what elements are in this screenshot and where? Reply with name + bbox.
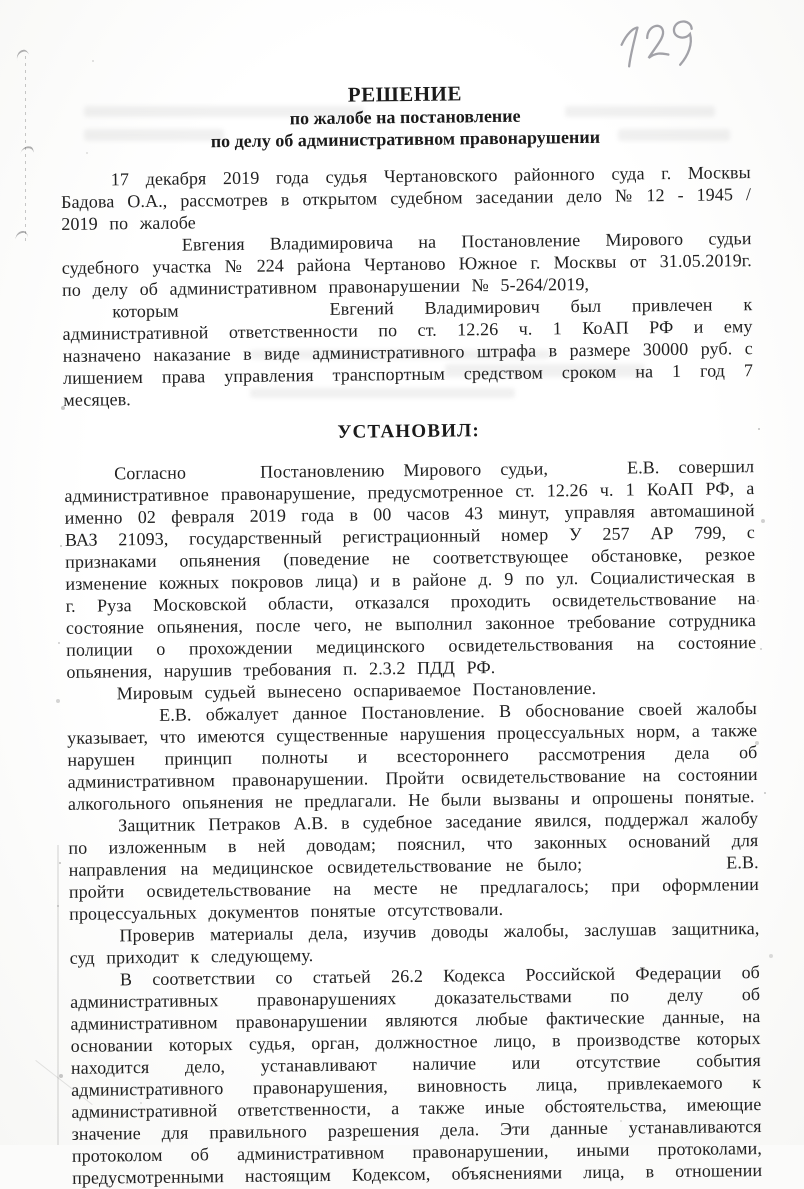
redaction-gap [62,250,157,252]
defender-statement: Защитник Петраков А.В. в судебное заседание явился, поддержал жалобу по изложенным в ней доводам; пояснил, что законных оснований для направления на медицинское освидетельствование не было; Е.В. пройти освидетельствование на месте не предлагалось; при оформлении процессуальных документов понятые отсутствовали. [68,808,759,924]
court-review: Проверив материалы дела, изучив доводы жалобы, заслушав защитника, суд приходит к следующему. [69,918,760,968]
title-line-1: РЕШЕНИЕ [347,81,463,107]
appeal-grounds: Е.В. обжалует данное Постановление. В обоснование своей жалобы указывает, что имеются существенные нарушения процессуальных норм, а также нарушен принцип полноты и всестороннего рассмотрения дела об административном правонарушении. Пройти освидетельствование на состоянии алкогольного опьянения не предлагали. Не были вызваны и опрошены понятые. [67,698,758,814]
redaction-gap [67,720,145,722]
article-26-2-quote: В соответствии со статьей 26.2 Кодекса Российской Федерации об административных правонарушениях доказательствами по делу об административном правонарушении являются любые фактические данные, на основании которых судья, орган, должностное лицо, в производстве которых находится дело, устанавливают наличие или отсутствие события административного правонарушения, виновность лица, привлекаемого к административной ответственности, а также иные обстоятельства, имеющие значение для правильного разрешения дела. Эти данные устанавливаются протоколом об административном правонарушении, иными протоколами, предусмотренными настоящим Кодексом, объяснениями лица, в отношении [70,962,763,1188]
case-intro: 17 декабря 2019 года судья Чертановского районного суда г. Москвы Бадова О.А., рассмотрев в открытом судебном заседании дело № 12 - 1945 / 2019 по жалобе [60,162,752,234]
ruling-issued: Мировым судьей вынесено оспариваемое Постановление. [116,677,597,704]
pencil-mark [15,230,29,241]
title-line-2: по жалобе на постановление [289,105,521,129]
digit-2-stroke [646,25,668,58]
redaction-gap [179,314,299,316]
offense-description: Согласно Постановлению Мирового судьи, Е.В. совершил административное правонарушение, предусмотренное ст. 12.26 ч. 1 КоАП РФ, а именно 02 февраля 2019 года в 00 часов 43 минут, управляя автомашиной ВАЗ 21093, государственный регистрационный номер У 257 АР 799, с признаками опьянения (поведение не соответствующее обстановке, резкое изменение кожных покровов лица) и в районе д. 9 по ул. Социалистическая в г. Руза Московской области, отказался проходить освидетельствование на состояние опьянения, после чего, не выполнил законное требование сотрудника полиции о прохождении медицинского освидетельствования на состояние опьянения, нарушив требования п. 2.3.2 ПДД РФ. [64,456,757,682]
section-heading-ustanovil: УСТАНОВИЛ: [337,420,481,443]
page-edge-shadow [57,845,59,1145]
redaction-gap [186,477,241,479]
pencil-mark [20,145,35,157]
redaction-gap [548,473,608,475]
document-content [60,78,762,1189]
digit-9-stroke [673,21,694,65]
title-line-3: по делу об административном правонарушении [210,126,601,152]
scan-noise-specks [0,0,2,2]
appellant-line: Евгения Владимировича на Постановление Мирового судьи судебного участка № 224 района Чертаново Южное г. Москвы от 31.05.2019г. по делу об административном правонарушении № 5-264/2019, [61,228,752,300]
pencil-mark [15,49,30,62]
redaction-gap [582,868,712,870]
document-title [60,78,751,154]
ruling-summary: которым Евгений Владимирович был привлечен к административной ответственности по ст. 12.26 ч. 1 КоАП РФ и ему назначено наказание в виде административного штрафа в размере 30000 руб. с лишением права управления транспортным средством сроком на 1 год 7 месяцев. [62,294,754,410]
handwritten-page-number [610,13,714,86]
document-text [61,161,763,1189]
